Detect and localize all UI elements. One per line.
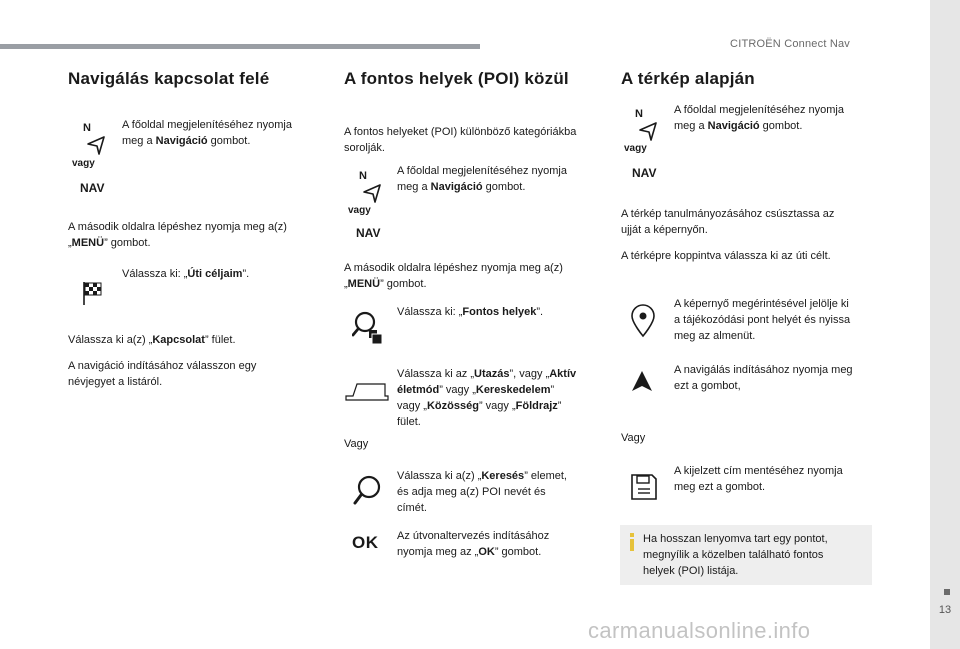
- or-label: vagy: [348, 205, 371, 216]
- or-label: vagy: [624, 143, 647, 154]
- step-text: A navigáció indításához válasszon egy névjegyet a listáról.: [68, 360, 257, 388]
- section-title-poi: A fontos helyek (POI) közül: [344, 69, 569, 88]
- tabs-icon: [345, 382, 389, 407]
- step-text: A második oldalra lépéshez nyomja meg a(z) „MENÜ” gombot.: [68, 221, 287, 249]
- step-text: Válassza ki a(z) „Kapcsolat” fület.: [68, 334, 236, 346]
- page-marker: [944, 589, 950, 595]
- step-text: Válassza ki a(z) „Keresés” elemet, és adja meg a(z) POI nevét és címét.: [397, 470, 567, 514]
- map-pin-icon: [630, 304, 656, 343]
- or-text: Vagy: [621, 432, 646, 444]
- info-box: [620, 525, 872, 585]
- start-navigation-icon: [630, 369, 654, 398]
- page-sidebar: [930, 0, 960, 649]
- watermark: carmanualsonline.info: [588, 618, 811, 643]
- nav-button-label[interactable]: NAV: [80, 181, 105, 195]
- search-icon: [353, 474, 383, 511]
- or-label: vagy: [72, 158, 95, 169]
- step-text: Válassza ki: „Fontos helyek”.: [397, 306, 544, 318]
- info-text: Ha hosszan lenyomva tart egy pontot, megnyílik a közelben található fontos helyek (POI) listája.: [643, 533, 828, 577]
- info-icon: [626, 533, 638, 551]
- intro-text: A fontos helyeket (POI) különböző kategóriákba sorolják.: [344, 126, 577, 154]
- save-icon: [630, 473, 658, 506]
- step-text: A főoldal megjelenítéséhez nyomja meg a Navigáció gombot.: [674, 104, 844, 132]
- step-text: A navigálás indításához nyomja meg ezt a gombot,: [674, 364, 853, 392]
- checkered-flag-icon: [82, 280, 104, 311]
- step-text: A térképre koppintva válassza ki az úti célt.: [621, 250, 831, 262]
- nav-button-label[interactable]: NAV: [632, 166, 657, 180]
- section-title-contact: Navigálás kapcsolat felé: [68, 69, 270, 88]
- step-text: Válassza ki az „Utazás”, vagy „Aktív életmód” vagy „Kereskedelem” vagy „Közösség” vagy „Földrajz” fület.: [397, 368, 577, 428]
- step-text: A térkép tanulmányozásához csúsztassa az ujját a képernyőn.: [621, 208, 835, 236]
- step-text: Az útvonaltervezés indításához nyomja meg az „OK” gombot.: [397, 530, 550, 558]
- brand-label: CITROËN Connect Nav: [730, 38, 850, 50]
- section-title-map: A térkép alapján: [621, 69, 755, 88]
- poi-search-icon: [352, 310, 384, 351]
- page-number: 13: [938, 604, 952, 616]
- step-text: A főoldal megjelenítéséhez nyomja meg a Navigáció gombot.: [122, 119, 292, 147]
- or-text: Vagy: [344, 438, 369, 450]
- header-rule: [0, 44, 480, 49]
- step-text: A főoldal megjelenítéséhez nyomja meg a Navigáció gombot.: [397, 165, 567, 193]
- nav-button-label[interactable]: NAV: [356, 226, 381, 240]
- step-text: A második oldalra lépéshez nyomja meg a(z) „MENÜ” gombot.: [344, 262, 563, 290]
- step-text: Válassza ki: „Úti céljaim”.: [122, 268, 250, 280]
- step-text: A képernyő megérintésével jelölje ki a tájékozódási pont helyét és nyissa meg az almenüt.: [674, 298, 851, 342]
- step-text: A kijelzett cím mentéséhez nyomja meg ezt a gombot.: [674, 465, 843, 493]
- ok-button-label[interactable]: OK: [352, 533, 379, 552]
